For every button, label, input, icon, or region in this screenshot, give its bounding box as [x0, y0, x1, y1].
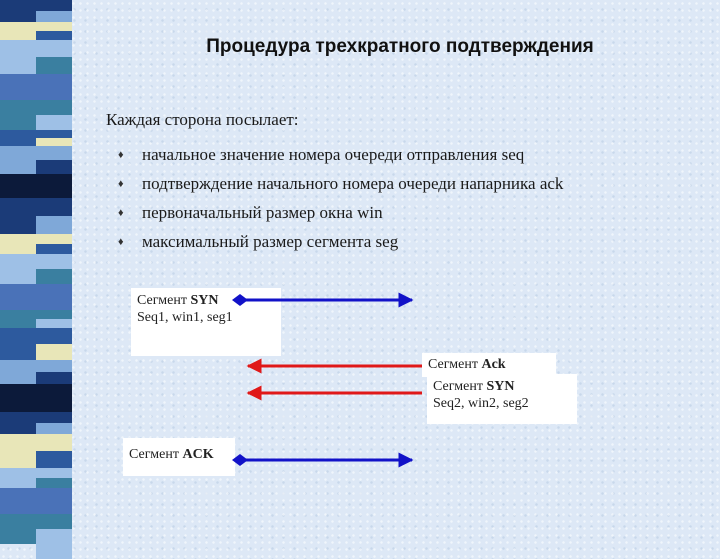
diamond-tail-icon	[232, 294, 248, 306]
diamond-bullet-icon: ♦	[118, 206, 124, 219]
arrow-syn1-right	[232, 294, 412, 306]
diamond-bullet-icon: ♦	[118, 177, 124, 190]
segment-syn1-box: Сегмент SYN Seq1, win1, seg1	[131, 288, 281, 356]
slide-title: Процедура трехкратного подтверждения	[206, 36, 594, 57]
bullet-item: ♦ начальное значение номера очереди отправления seq	[118, 144, 525, 164]
diamond-tail-icon	[232, 454, 248, 466]
diamond-bullet-icon: ♦	[118, 235, 124, 248]
arrow-ack2-right	[232, 454, 412, 466]
bullet-item: ♦ первоначальный размер окна win	[118, 202, 383, 222]
segment-ack2-box: Сегмент ACK	[123, 438, 235, 476]
bullet-item: ♦ подтверждение начального номера очереди напарника ack	[118, 173, 564, 193]
segment-ack1-box: Сегмент Ack	[422, 353, 556, 377]
diamond-bullet-icon: ♦	[118, 148, 124, 161]
segment-syn2-box: Сегмент SYN Seq2, win2, seg2	[427, 374, 577, 424]
intro-text: Каждая сторона посылает:	[106, 110, 299, 129]
bullet-item: ♦ максимальный размер сегмента seg	[118, 231, 399, 251]
